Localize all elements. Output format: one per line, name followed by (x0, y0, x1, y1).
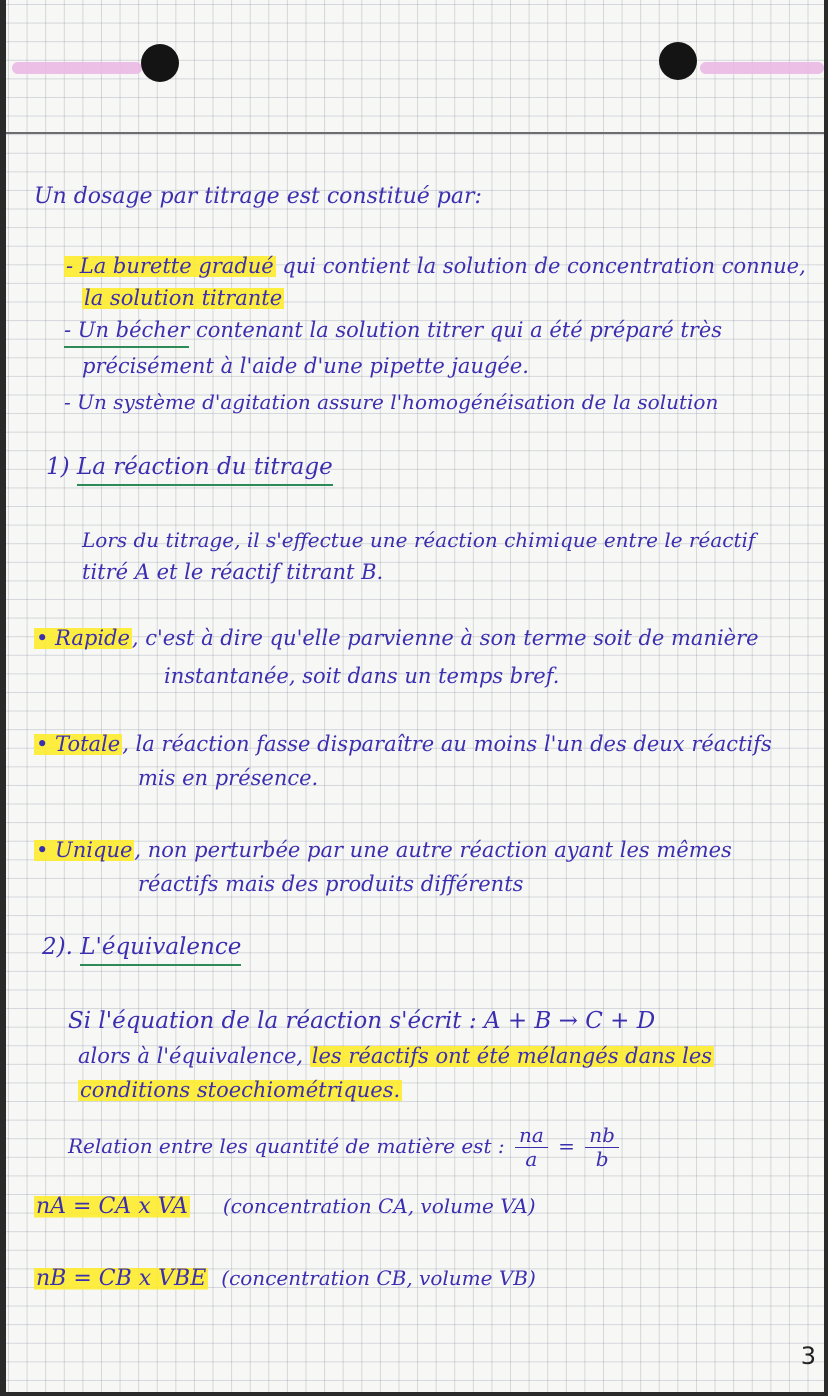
punch-hole-right (659, 42, 697, 80)
frac1-numerator: na (515, 1124, 548, 1148)
equivalence-line2 (78, 1046, 714, 1067)
section2-number: 2). (42, 934, 73, 960)
rapide-rest: , c'est à dire qu'elle parvienne à son terme soit de manière (131, 626, 759, 650)
nb-formula: nB = CB x VBE (36, 1266, 207, 1291)
totale-rest: , la réaction fasse disparaître au moins l'un des deux réactifs (122, 732, 772, 756)
becher-rest: contenant la solution titrer qui a été préparé très (195, 318, 723, 342)
section2-heading (42, 936, 241, 959)
equivalence-prefix: alors à l'équivalence, (78, 1044, 304, 1068)
equals-sign: = (558, 1134, 575, 1158)
bullet-totale-line2: mis en présence. (138, 766, 319, 790)
burette-highlight: - La burette gradué (66, 254, 274, 278)
intro-line: Un dosage par titrage est constitué par: (34, 184, 482, 209)
bullet-totale-line1 (34, 734, 772, 755)
equivalence-highlight: les réactifs ont été mélangés dans les (311, 1044, 713, 1068)
unique-highlight: • Unique (36, 838, 133, 862)
frac2-numerator: nb (585, 1124, 619, 1148)
item-burette-line2 (82, 288, 284, 309)
section1-title: La réaction du titrage (77, 454, 333, 486)
section1-para-line1: Lors du titrage, il s'effectue une réaction chimique entre le réactif (82, 528, 756, 552)
totale-highlight: • Totale (36, 732, 121, 756)
stoechio-highlight: conditions stoechiométriques. (80, 1078, 401, 1102)
bullet-unique-line2: réactifs mais des produits différents (138, 872, 524, 896)
fraction-nb-b (585, 1124, 619, 1171)
na-note: (concentration CA, volume VA) (222, 1194, 536, 1218)
burette-rest: qui contient la solution de concentration connue, (282, 254, 806, 278)
nb-note: (concentration CB, volume VB) (221, 1266, 536, 1290)
unique-rest: , non perturbée par une autre réaction ayant les mêmes (134, 838, 732, 862)
burette-line2-highlight: la solution titrante (84, 286, 283, 310)
nb-line (34, 1268, 536, 1290)
item-burette-line1 (64, 256, 806, 277)
rapide-highlight: • Rapide (36, 626, 130, 650)
relation-text: Relation entre les quantité de matière est : (68, 1134, 505, 1158)
section1-number: 1) (46, 454, 70, 480)
header-rule (6, 132, 824, 134)
section1-heading (46, 456, 333, 479)
bullet-rapide-line2: instantanée, soit dans un temps bref. (164, 664, 560, 688)
na-formula: nA = CA x VA (36, 1194, 188, 1219)
relation-line (68, 1124, 623, 1171)
page-number: 3 (800, 1342, 816, 1370)
bullet-rapide-line1 (34, 628, 759, 649)
becher-underlined: - Un bécher (64, 318, 189, 348)
frac1-denominator: a (525, 1147, 538, 1171)
bullet-unique-line1 (34, 840, 732, 861)
punch-hole-left (141, 44, 179, 82)
pink-stripe-left (12, 62, 142, 74)
section1-para-line2: titré A et le réactif titrant B. (82, 560, 384, 584)
equivalence-line3 (78, 1080, 402, 1101)
section2-title: L'équivalence (80, 934, 241, 966)
pink-stripe-right (700, 62, 824, 74)
fraction-na-a (515, 1124, 548, 1171)
item-becher-line2: précisément à l'aide d'une pipette jaugée. (82, 354, 529, 378)
notebook-page (6, 0, 824, 1392)
na-line (34, 1196, 536, 1218)
frac2-denominator: b (595, 1147, 609, 1171)
equation-line: Si l'équation de la réaction s'écrit : A + B → C + D (68, 1008, 656, 1034)
item-becher-line1 (64, 320, 722, 341)
item-agitation: - Un système d'agitation assure l'homogénéisation de la solution (64, 390, 719, 414)
